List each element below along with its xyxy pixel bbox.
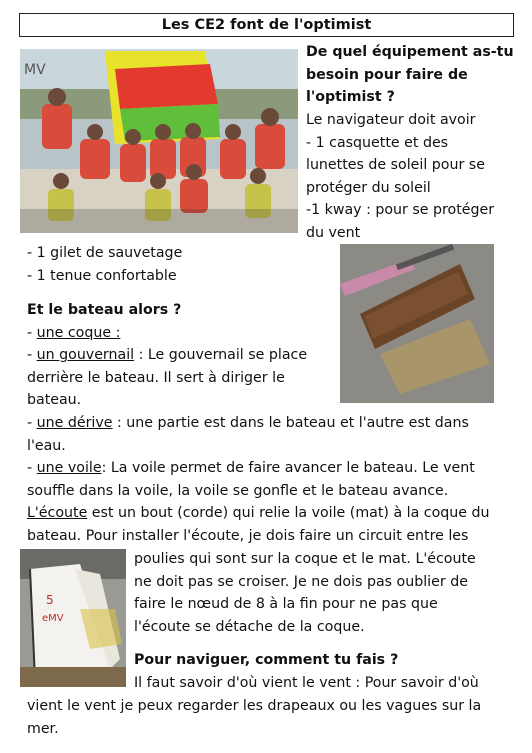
section3-heading: Pour naviguer, comment tu fais ? bbox=[134, 652, 399, 668]
bullet: - bbox=[27, 415, 37, 431]
intro-line: Le navigateur doit avoir bbox=[306, 112, 476, 128]
text-line: : Le gouvernail se place bbox=[134, 347, 308, 363]
term-gouvernail: un gouvernail bbox=[36, 347, 135, 363]
heading-line: l'optimist ? bbox=[306, 89, 395, 106]
gouvernail-block bbox=[27, 344, 307, 412]
text-line: ne doit pas se croiser. Je ne dois pas oublier de bbox=[134, 573, 468, 590]
section2-heading: Et le bateau alors ? bbox=[27, 302, 182, 318]
heading-line: besoin pour faire de bbox=[306, 66, 468, 83]
text-line: faire le nœud de 8 à la fin pour ne pas que bbox=[134, 596, 438, 613]
ecoute-continued bbox=[134, 548, 476, 638]
photo-rudder bbox=[340, 244, 494, 403]
bullet: - bbox=[27, 347, 37, 363]
term-coque: une coque : bbox=[36, 325, 121, 341]
section3-text bbox=[27, 695, 481, 740]
list-item: - 1 tenue confortable bbox=[27, 267, 177, 284]
text-line: l'écoute se détache de la coque. bbox=[134, 618, 365, 635]
section1-text bbox=[306, 109, 494, 245]
text-line: mer. bbox=[27, 720, 59, 737]
text-line: lunettes de soleil pour se bbox=[306, 157, 485, 174]
page-title: Les CE2 font de l'optimist bbox=[19, 13, 514, 37]
text-line: protéger du soleil bbox=[306, 179, 431, 196]
sail-lettering: eMV bbox=[42, 613, 64, 624]
text-line: bateau. bbox=[27, 392, 82, 409]
text-line: -1 kway : pour se protéger bbox=[306, 202, 495, 219]
text-line: est un bout (corde) qui relie la voile (mat) à la coque du bbox=[87, 505, 490, 521]
equipment-list bbox=[27, 242, 182, 287]
text-line: : La voile permet de faire avancer le bateau. Le vent bbox=[101, 460, 475, 476]
text-line: souffle dans la voile, la voile se gonfle et le bateau avance. bbox=[27, 482, 449, 499]
list-item: - 1 gilet de sauvetage bbox=[27, 245, 183, 261]
text-line: vient le vent je peux regarder les drapeaux ou les vagues sur la bbox=[27, 698, 482, 714]
section1-heading bbox=[306, 41, 514, 109]
coque-line bbox=[27, 322, 120, 345]
text-line: bateau. Pour installer l'écoute, je dois faire un circuit entre les bbox=[27, 527, 469, 544]
ecoute-block bbox=[27, 502, 490, 547]
text-line: : une partie est dans le bateau et l'autre est dans bbox=[112, 415, 469, 431]
text-line: - 1 casquette et des bbox=[306, 134, 449, 151]
term-ecoute: L'écoute bbox=[27, 505, 88, 521]
bullet: - bbox=[27, 325, 37, 341]
term-voile: une voile bbox=[36, 460, 102, 476]
term-derive: une dérive bbox=[36, 415, 113, 431]
text-line: poulies qui sont sur la coque et le mat. L'écoute bbox=[134, 551, 476, 567]
text-line: derrière le bateau. Il sert à diriger le bbox=[27, 369, 285, 386]
photo-sails bbox=[20, 549, 126, 687]
sail-lettering: MV bbox=[24, 62, 46, 78]
sail-number: 5 bbox=[46, 593, 54, 607]
heading-line: De quel équipement as-tu bbox=[306, 44, 514, 60]
text-line: du vent bbox=[306, 224, 361, 241]
voile-block bbox=[27, 457, 475, 502]
section3-line1: Il faut savoir d'où vient le vent : Pour savoir d'où bbox=[134, 675, 479, 691]
bullet: - bbox=[27, 460, 37, 476]
text-line: l'eau. bbox=[27, 437, 66, 454]
photo-children-sailing bbox=[20, 49, 298, 233]
derive-block bbox=[27, 412, 469, 457]
